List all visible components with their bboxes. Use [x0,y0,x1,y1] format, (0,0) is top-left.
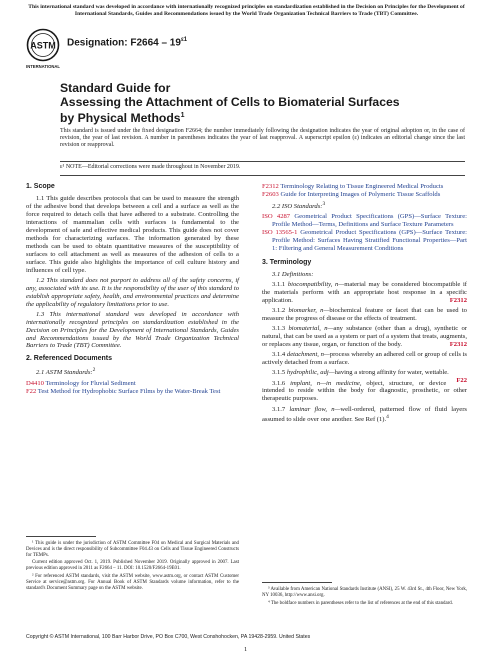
section-heading-scope: 1. Scope [26,183,55,190]
footnote-1: ¹ This guide is under the jurisdiction of ASTM Committee F04 on Medical and Surgical Materials and Devices and is the direct responsibility of Subcommittee F04.43 on Cells and Tissue Engineered Constructs for TEMPs. [26,541,239,558]
reference-f22[interactable]: F22 Test Method for Hydrophobic Surface Films by the Water-Break Test [26,387,221,395]
definition-biomaterial: 3.1.3 biomaterial, n—any substance (other than a drug), synthetic or natural, that can be used as a system or part of a system that treats, augments, or replaces any tissue, organ, or function of the body. F2312 [262,325,467,349]
designation-superscript: ε1 [180,37,188,43]
definition-hydrophilic: 3.1.5 hydrophilic, adj—having a strong affinity for water, wettable. F22 [272,369,467,385]
definition-biomarker: 3.1.2 biomarker, n—biochemical feature or facet that can be used to measure the progress of disease or the effects of treatment. [262,307,467,323]
document-title [60,81,400,125]
section-heading-referenced-documents: 2. Referenced Documents [26,355,112,363]
reference-iso-13565-1[interactable]: ISO 13565-1 Geometrical Product Specifications (GPS)—Surface Texture: Profile Method: Surfaces Having Stratified Functional Properties—Part 1: Filtering and General Measurement Conditions [262,229,467,253]
section-heading-terminology: 3. Terminology [262,259,312,266]
left-column [26,183,239,396]
definition-implant: 3.1.6 implant, n—in medicine, object, structure, or device intended to reside within the body for diagnostic, prosthetic, or other therapeutic purposes. [262,379,467,403]
svg-text:ASTM: ASTM [30,40,56,51]
astm-logo [26,28,60,72]
paragraph-1-2: 1.2 This standard does not purport to address all of the safety concerns, if any, associated with its use. It is the responsibility of the user of this standard to establish appropriate safety, health, and environmental practices and determine the applicability of regulatory limitations prior to use. [26,276,239,308]
paragraph-2-2: 2.2 ISO Standards:$^3$ [272,200,326,211]
right-footnotes [262,582,467,608]
designation-text: Designation: F2664 – 19 [67,37,181,49]
footnote-3: ³ Available from American National Standards Institute (ANSI), 25 W. 43rd St., 4th Floor, New York, NY 10036, http://www.ansi.org. [262,587,467,598]
footnote-2: ² For referenced ASTM standards, visit the ASTM website, www.astm.org, or contact ASTM Customer Service at service@astm.org. For Annual Book of ASTM Standards volume information, refer to the standard's Document Summary page on the ASTM website. [26,573,239,591]
paragraph-1-3: 1.3 This international standard was developed in accordance with internationally recognized principles on standardization established in the Decision on Principles for the Development of International Standards, Guides and Recommendations issued by the World Trade Organization Technical Barriers to Trade (TBT) Committee. [26,310,239,350]
definition-laminar-flow: 3.1.7 laminar flow, n—well-ordered, patterned flow of fluid layers assumed to slide over one another. See Ref (1).$^4$ [262,405,467,423]
title-line-2: Assessing the Attachment of Cells to Biomaterial Surfaces [60,95,400,109]
header-note: This international standard was developed in accordance with internationally recognized principles on standardization established in the Decision on Principles for the Development of International Standards, Guides and Recommendations issued by the World Trade Organization Technical Barriers to Trade (TBT) Committee. [28,4,465,17]
right-column [262,183,467,426]
left-footnotes [26,536,239,593]
svg-text:INTERNATIONAL: INTERNATIONAL [26,64,60,69]
paragraph-3-1: 3.1 Definitions: [272,270,314,278]
divider [60,161,465,162]
reference-d4410[interactable]: D4410 Terminology for Fluvial Sediment [26,379,136,387]
definition-biocompatibility: 3.1.1 biocompatibility, n—material may be considered biocompatible if the materials perform with an appropriate host response in a specific application. F2312 [262,281,467,304]
paragraph-1-1: 1.1 This guide describes protocols that can be used to measure the strength of the adhesive bond that develops between a cell and a surface as well as the force required to detach cells that have adhered to a substrate. Controlling the interactions of mammalian cells with surfaces is fundamental to the development of safe and effective medical products. This guide does not cover methods for characterizing surfaces. The information generated by these methods can be used to obtain quantitative measures of the susceptibility of surfaces to cell attachment as well as measures of the adhesion of cells to a surface. This guide also highlights the importance of cell culture history and influences of cell type. [26,194,239,274]
copyright-footer: Copyright © ASTM International, 100 Barr Harbor Drive, PO Box C700, West Conshohocken, PA 19428-2959. United States [26,634,311,640]
footnote-rule [26,536,96,537]
title-line-1: Standard Guide for [60,81,171,95]
definition-source-code[interactable]: F2312 [449,297,467,304]
title-line-3: by Physical Methods$^1$ [60,111,185,126]
definition-source-code[interactable]: F22 [456,377,467,385]
reference-f2603[interactable]: F2603 Guide for Interpreting Images of Polymeric Tissue Scaffolds [262,190,441,198]
editorial-note: ε¹ NOTE—Editorial corrections were made throughout in November 2019. [60,164,241,170]
footnote-4: ⁴ The boldface numbers in parentheses refer to the list of references at the end of this standard. [268,600,453,606]
standard-issuance-note: This standard is issued under the fixed designation F2664; the number immediately following the designation indicates the year of original adoption or, in the case of revision, the year of last revision. A number in parentheses indicates the year of last reapproval. A superscript epsilon (ε) indicates an editorial change since the last revision or reapproval. [60,128,465,149]
designation [67,37,187,48]
page-number: 1 [244,646,248,653]
reference-iso-4287[interactable]: ISO 4287 Geometrical Product Specifications (GPS)—Surface Texture: Profile Method—Terms, Definitions and Surface Texture Parameters [262,213,467,229]
definition-detachment: 3.1.4 detachment, n—process whereby an adhered cell or group of cells is actively detached from a surface. [262,351,467,367]
reference-f2312[interactable]: F2312 Terminology Relating to Tissue Engineered Medical Products [262,183,444,190]
paragraph-2-1: 2.1 ASTM Standards:$^2$ [36,367,96,377]
footnote-1b: Current edition approved Oct. 1, 2019. Published November 2019. Originally approved in 2007. Last previous edition approved in 2011 as F2664 – 11. DOI: 10.1520/F2664-19E01. [26,560,239,572]
divider [60,175,465,176]
footnote-rule [262,582,332,583]
definition-source-code[interactable]: F2312 [449,341,467,349]
